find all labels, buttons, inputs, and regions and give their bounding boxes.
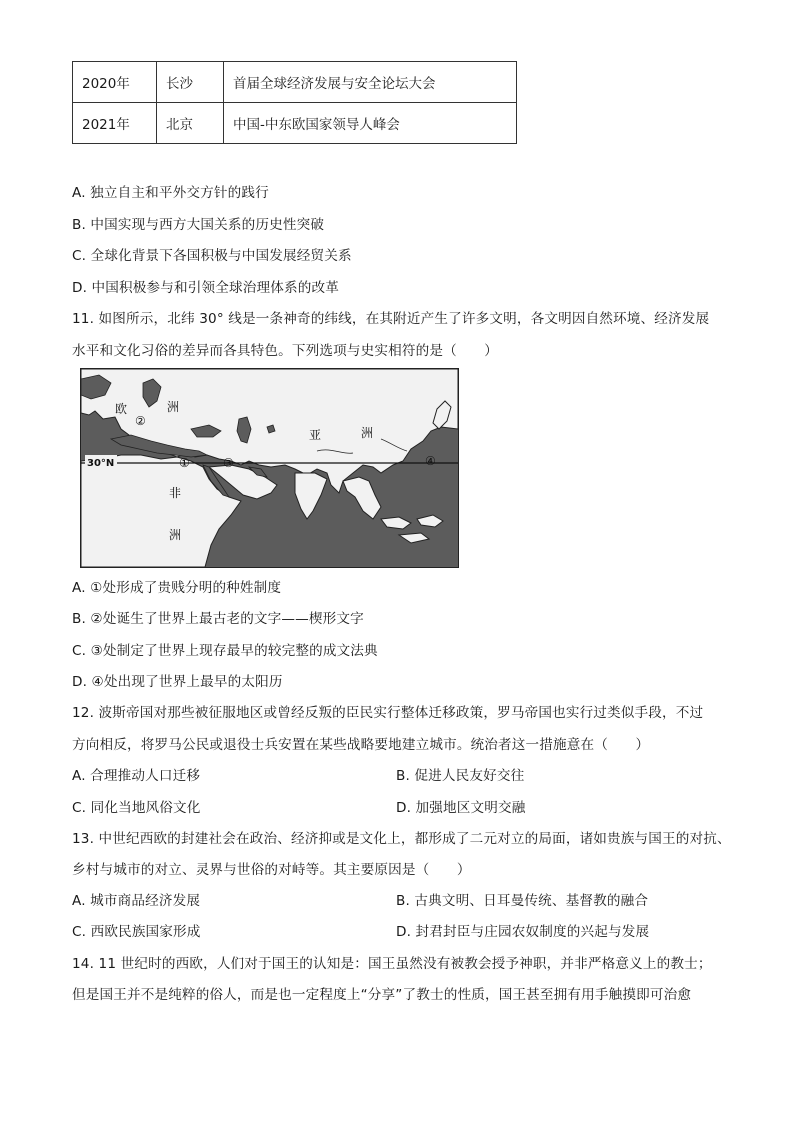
table-row — [73, 62, 517, 103]
q13-option-b: B. 古典文明、日耳曼传统、基督教的融合 — [396, 893, 649, 909]
table-row — [73, 103, 517, 144]
q13-option-d: D. 封君封臣与庄园农奴制度的兴起与发展 — [396, 924, 650, 940]
label-africa-1: 非 — [169, 486, 182, 500]
label-europe-1: 欧 — [115, 402, 128, 416]
q12-option-a: A. 合理推动人口迁移 — [72, 768, 201, 784]
events-table — [72, 61, 517, 144]
q14-stem-line-2: 但是国王并不是纯粹的俗人，而是也一定程度上“分享”了教士的性质，国王甚至拥有用手触摸即可治愈 — [72, 987, 692, 1003]
label-europe-2: 洲 — [167, 400, 180, 414]
aral-lake — [267, 425, 275, 433]
marker-2: ② — [135, 414, 146, 428]
q11-stem-line-1: 11. 如图所示，北纬 30° 线是一条神奇的纬线，在其附近产生了许多文明，各文明因自然环境、经济发展 — [72, 311, 710, 327]
q10-option-a: A. 独立自主和平外交方针的践行 — [72, 185, 269, 201]
q13-option-c: C. 西欧民族国家形成 — [72, 924, 201, 940]
q10-option-b: B. 中国实现与西方大国关系的历史性突破 — [72, 217, 325, 233]
label-asia-1: 亚 — [309, 428, 322, 442]
q11-option-b: B. ②处诞生了世界上最古老的文字——楔形文字 — [72, 611, 364, 627]
q11-option-d: D. ④处出现了世界上最早的太阳历 — [72, 674, 283, 690]
table-cell-year: 2020年 — [73, 62, 157, 103]
q12-option-c: C. 同化当地风俗文化 — [72, 800, 201, 816]
q10-option-d: D. 中国积极参与和引领全球治理体系的改革 — [72, 280, 339, 296]
q12-option-b: B. 促进人民友好交往 — [396, 768, 525, 784]
table-cell-event: 中国-中东欧国家领导人峰会 — [224, 103, 517, 144]
marker-3: ③ — [223, 456, 234, 470]
marker-4: ④ — [425, 454, 436, 468]
q13-option-a: A. 城市商品经济发展 — [72, 893, 201, 909]
q12-stem-line-2: 方向相反，将罗马公民或退役士兵安置在某些战略要地建立城市。统治者这一措施意在（ ） — [72, 737, 650, 753]
q10-option-c: C. 全球化背景下各国积极与中国发展经贸关系 — [72, 248, 352, 264]
map-svg — [81, 369, 458, 567]
table-cell-year: 2021年 — [73, 103, 157, 144]
q11-stem-line-2: 水平和文化习俗的差异而各具特色。下列选项与史实相符的是（ ） — [72, 343, 499, 359]
q12-option-d: D. 加强地区文明交融 — [396, 800, 526, 816]
table-cell-event: 首届全球经济发展与安全论坛大会 — [224, 62, 517, 103]
marker-1: ① — [179, 456, 190, 470]
latitude-30-map — [80, 368, 459, 568]
q13-stem-line-1: 13. 中世纪西欧的封建社会在政治、经济抑或是文化上，都形成了二元对立的局面，诸如贵族与国王的对抗、 — [72, 831, 731, 847]
q12-stem-line-1: 12. 波斯帝国对那些被征服地区或曾经反叛的臣民实行整体迁移政策，罗马帝国也实行过类似手段，不过 — [72, 705, 704, 721]
table-cell-city: 长沙 — [157, 62, 224, 103]
q14-stem-line-1: 14. 11 世纪时的西欧，人们对于国王的认知是：国王虽然没有被教会授予神职，并非严格意义上的教士； — [72, 956, 712, 972]
q11-option-c: C. ③处制定了世界上现存最早的较完整的成文法典 — [72, 643, 378, 659]
label-africa-2: 洲 — [169, 528, 182, 542]
latitude-label: 30°N — [87, 458, 115, 469]
table-cell-city: 北京 — [157, 103, 224, 144]
label-asia-2: 洲 — [361, 426, 374, 440]
q11-option-a: A. ①处形成了贵贱分明的种姓制度 — [72, 580, 282, 596]
q13-stem-line-2: 乡村与城市的对立、灵界与世俗的对峙等。其主要原因是（ ） — [72, 862, 471, 878]
